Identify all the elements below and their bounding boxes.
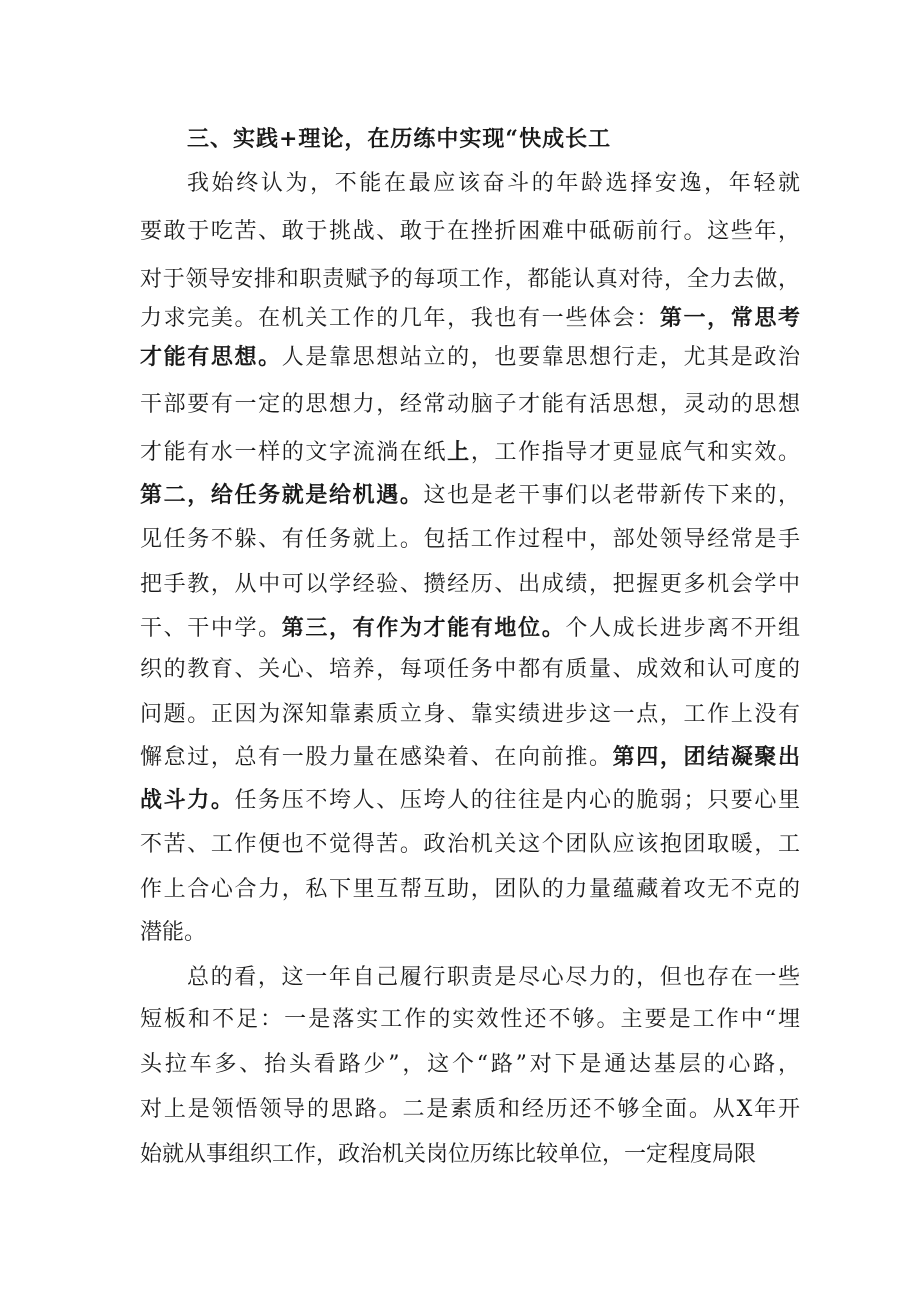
section-heading: 三、实践+理论，在历练中实现“快成长工 — [187, 126, 612, 152]
text-run: 对于领导安排和职责赋予的每项工作，都能认真对待，全力去做， — [140, 267, 800, 292]
bold-text-run: 第二，给任务就是给机遇。 — [140, 482, 424, 508]
text-line — [140, 1090, 800, 1130]
text-run: 干、干中学。 — [140, 616, 282, 641]
text-line — [140, 913, 800, 953]
text-line — [140, 650, 800, 690]
bold-text-run: 战斗力。 — [140, 787, 235, 813]
text-line — [140, 1045, 800, 1085]
text-run: 个人成长进步离不开组 — [565, 616, 800, 641]
text-run: 总的看，这一年自己履行职责是尽心尽力的，但也存在一些 — [187, 965, 800, 990]
text-run: 问题。正因为深知靠素质立身、靠实绩进步这一点，工作上没有 — [140, 702, 800, 727]
text-run: 作上合心合力，私下里互帮互助，团队的力量蕴藏着攻无不克的 — [140, 877, 800, 902]
text-line — [140, 337, 800, 377]
bold-text-run: 才能有思想。 — [140, 344, 282, 370]
text-run: 懈怠过，总有一股力量在感染着、在向前推。 — [140, 745, 613, 770]
text-run: 织的教育、关心、培养，每项任务中都有质量、成效和认可度的 — [140, 657, 800, 682]
text-run: 才能有水一样的文字流淌在纸 — [140, 440, 448, 465]
text-line — [140, 385, 800, 425]
text-line — [140, 565, 800, 605]
text-run: 这也是老干事们以老带新传下来的， — [423, 483, 800, 508]
text-run: 头拉车多、抬头看路少”，这个“路”对下是通达基层的心路， — [140, 1052, 800, 1077]
text-run: 短板和不足：一是落实工作的实效性还不够。主要是工作中“埋 — [140, 1007, 800, 1032]
text-line — [140, 475, 800, 515]
text-line — [140, 608, 800, 648]
bold-text-run: 第四，团结凝聚出 — [612, 744, 800, 770]
text-line — [140, 870, 800, 910]
text-line — [140, 432, 800, 472]
text-run: 见任务不躲、有任务就上。包括工作过程中，部处领导经常是手 — [140, 527, 800, 552]
text-line — [187, 164, 800, 204]
text-line — [187, 958, 800, 998]
text-run: 任务压不垮人、压垮人的往往是内心的脆弱；只要心里 — [234, 788, 800, 813]
text-line — [140, 1135, 800, 1175]
text-line — [140, 212, 800, 252]
text-line — [140, 825, 800, 865]
text-run: 人是靠思想站立的，也要靠思想行走，尤其是政治 — [281, 345, 800, 370]
text-run: 把手教，从中可以学经验、攒经历、出成绩，把握更多机会学中 — [140, 572, 800, 597]
text-line — [140, 260, 800, 300]
text-line — [140, 520, 800, 560]
text-run: 不苦、工作便也不觉得苦。政治机关这个团队应该抱团取暖，工 — [140, 832, 800, 857]
text-line — [140, 1000, 800, 1040]
text-run: 干部要有一定的思想力，经常动脑子才能有活思想，灵动的思想 — [140, 392, 800, 417]
text-run: 要敢于吃苦、敢于挑战、敢于在挫折困难中砥砺前行。这些年， — [140, 219, 800, 244]
text-run: 始就从事组织工作，政治机关岗位历练比较单位，一定程度局限 — [140, 1142, 757, 1167]
text-line — [140, 298, 800, 338]
bold-text-run: 上 — [447, 439, 471, 465]
text-line — [140, 737, 800, 777]
text-run: 对上是领悟领导的思路。二是素质和经历还不够全面。从X年开 — [140, 1097, 800, 1122]
text-line — [140, 780, 800, 820]
text-run: 力求完美。在机关工作的几年，我也有一些体会： — [140, 306, 660, 331]
text-run: ，工作指导才更显底气和实效。 — [470, 440, 800, 465]
text-line — [140, 695, 800, 735]
bold-text-run: 第一，常思考 — [659, 305, 800, 331]
text-run: 潜能。 — [140, 920, 207, 945]
bold-text-run: 第三，有作为才能有地位。 — [281, 615, 566, 641]
text-run: 我始终认为，不能在最应该奋斗的年龄选择安逸，年轻就 — [187, 171, 800, 196]
